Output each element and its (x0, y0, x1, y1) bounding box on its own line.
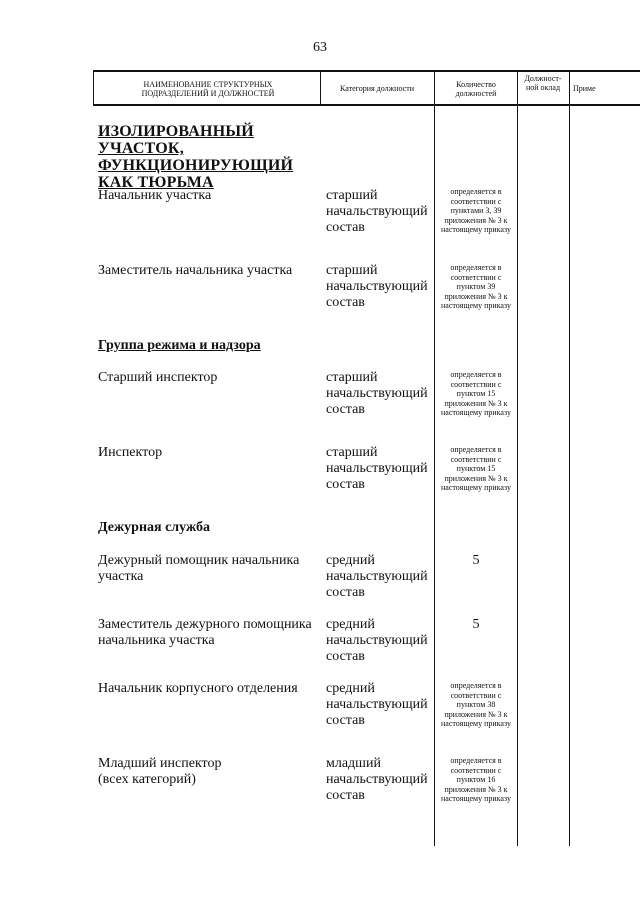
position-count: 5 (472, 617, 480, 632)
position-name: Инспектор (98, 445, 163, 460)
position-name: Заместитель дежурного помощника начальника участка (98, 617, 312, 648)
position-count: определяется в соответствии с пунктом 16 приложения № 3 к настоящему приказу (441, 756, 511, 803)
position-category: старший начальствующий состав (326, 263, 428, 310)
header-note: Приме (573, 84, 596, 93)
group-title-duty: Дежурная служба (98, 520, 210, 535)
header-salary: Должност-ной оклад (524, 74, 562, 92)
page-number: 63 (313, 40, 327, 55)
position-category: старший начальствующий состав (326, 445, 428, 492)
position-name: Дежурный помощник начальника участка (98, 553, 300, 584)
position-count: определяется в соответствии с пунктом 38 приложения № 3 к настоящему приказу (441, 681, 511, 728)
position-category: старший начальствующий состав (326, 370, 428, 417)
section-title: ИЗОЛИРОВАННЫЙ УЧАСТОК, ФУНКЦИОНИРУЮЩИЙ КАК ТЮРЬМА (98, 123, 294, 191)
col-divider-4 (569, 70, 570, 846)
position-count: определяется в соответствии с пунктом 15 приложения № 3 к настоящему приказу (441, 370, 511, 417)
table-top-border (93, 70, 640, 72)
header-count: Количество должностей (455, 80, 497, 98)
left-border (93, 70, 94, 106)
header-name: НАИМЕНОВАНИЕ СТРУКТУРНЫХ ПОДРАЗДЕЛЕНИЙ И ДОЛЖНОСТЕЙ (141, 80, 275, 98)
position-name: Начальник участка (98, 188, 212, 203)
header-category: Категория должности (340, 84, 414, 93)
col-divider-1 (320, 70, 321, 106)
position-name: Младший инспектор (всех категорий) (98, 756, 222, 787)
position-name: Начальник корпусного отделения (98, 681, 298, 696)
position-name: Старший инспектор (98, 370, 218, 385)
col-divider-3 (517, 70, 518, 846)
group-title-regime: Группа режима и надзора (98, 338, 261, 353)
position-count: определяется в соответствии с пунктом 15 приложения № 3 к настоящему приказу (441, 445, 511, 492)
position-category: средний начальствующий состав (326, 553, 428, 600)
position-category: средний начальствующий состав (326, 681, 428, 728)
position-count: определяется в соответствии с пунктом 39 приложения № 3 к настоящему приказу (441, 263, 511, 310)
header-bottom-border (93, 104, 640, 106)
position-count: 5 (472, 553, 480, 568)
position-category: средний начальствующий состав (326, 617, 428, 664)
position-category: младший начальствующий состав (326, 756, 428, 803)
position-count: определяется в соответствии с пунктами 3, 39 приложения № 3 к настоящему приказу (441, 187, 511, 234)
position-category: старший начальствующий состав (326, 188, 428, 235)
position-name: Заместитель начальника участка (98, 263, 293, 278)
